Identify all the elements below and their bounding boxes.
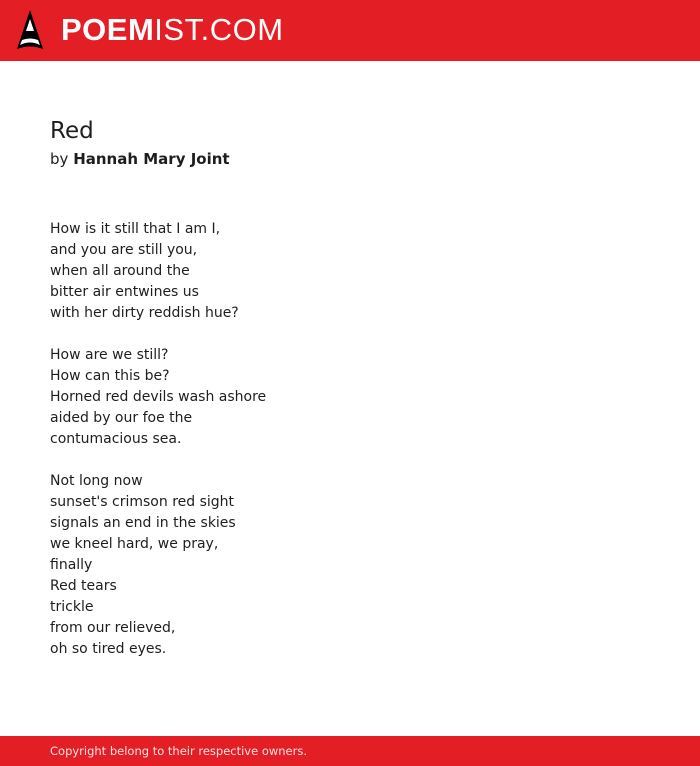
poem-line: from our relieved, <box>50 620 176 636</box>
poem-line: Not long now <box>50 473 143 489</box>
poem-line: contumacious sea. <box>50 431 182 447</box>
poem-line: we kneel hard, we pray, <box>50 536 219 552</box>
author-name: Hannah Mary Joint <box>73 150 230 168</box>
poem-body <box>50 219 266 681</box>
byline <box>50 149 230 169</box>
poem-line: with her dirty reddish hue? <box>50 305 239 321</box>
poem-line: signals an end in the skies <box>50 515 236 531</box>
logo-thin-text: IST.COM <box>154 12 284 47</box>
poem-stanza <box>50 345 266 450</box>
poem-line: sunset's crimson red sight <box>50 494 235 510</box>
poem-stanza <box>50 471 266 660</box>
poem-line: trickle <box>50 599 94 615</box>
logo-bold-text: POEM <box>61 12 155 47</box>
site-footer <box>0 736 700 766</box>
poem-line: and you are still you, <box>50 242 198 258</box>
site-logo[interactable] <box>61 12 284 48</box>
poem-line: when all around the <box>50 263 190 279</box>
poem-stanza <box>50 219 266 324</box>
poem-line: bitter air entwines us <box>50 284 199 300</box>
poem-line: Horned red devils wash ashore <box>50 389 267 405</box>
site-header <box>0 0 700 61</box>
poem-line: oh so tired eyes. <box>50 641 167 657</box>
poem-title: Red <box>50 118 94 144</box>
poem-line: How are we still? <box>50 347 169 363</box>
poem-line: finally <box>50 557 93 573</box>
poem-line: aided by our foe the <box>50 410 193 426</box>
by-label: by <box>50 150 69 168</box>
poem-line: How can this be? <box>50 368 170 384</box>
poem-line: Red tears <box>50 578 117 594</box>
poem-line: How is it still that I am I, <box>50 221 221 237</box>
pencil-tip-icon[interactable] <box>16 9 44 51</box>
copyright-text: Copyright belong to their respective owners. <box>50 744 308 758</box>
